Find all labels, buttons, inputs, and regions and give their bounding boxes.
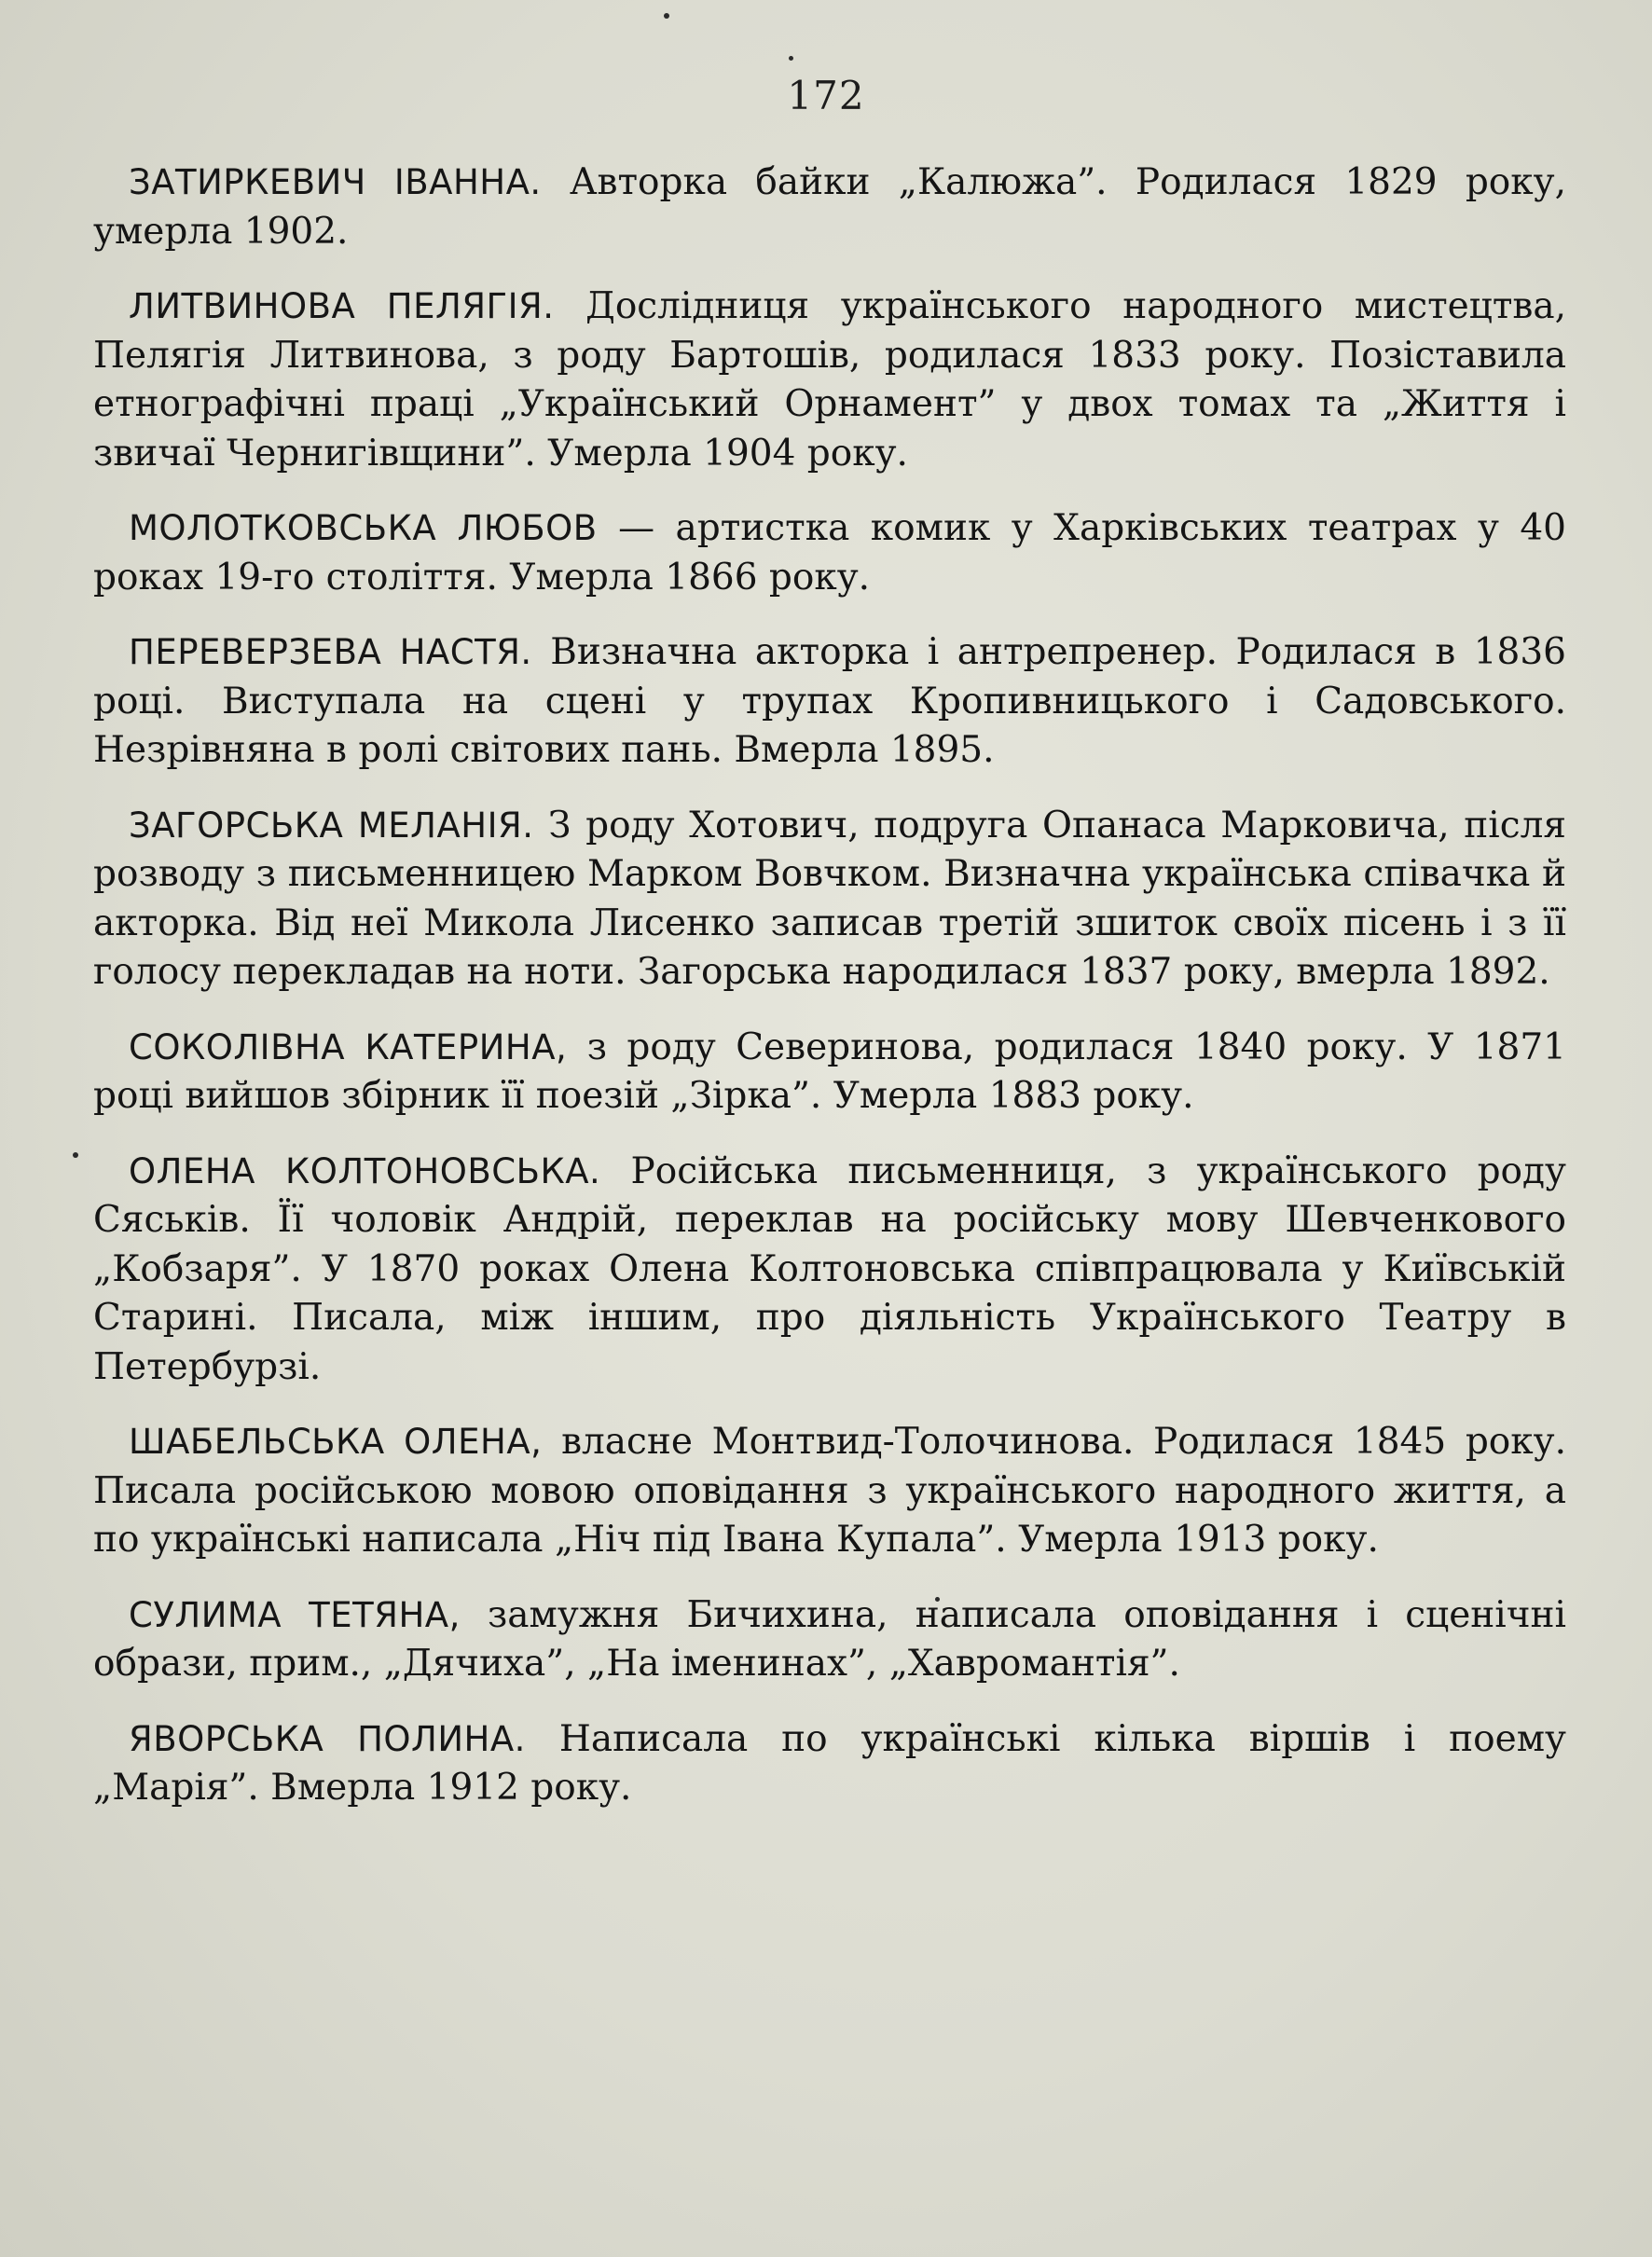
entry-sulyma: [93, 1591, 1566, 1689]
entry-lytvynova: [93, 282, 1566, 478]
entry-name: СУЛИМА ТЕТЯНА,: [129, 1594, 461, 1635]
page-number: 172: [787, 73, 865, 118]
entry-molotkovska: [93, 504, 1566, 602]
print-speck: [73, 1152, 78, 1158]
entry-shabelska: [93, 1418, 1566, 1565]
print-speck: [664, 13, 669, 19]
entry-name: ЗАТИРКЕВИЧ ІВАННА.: [129, 162, 542, 202]
entry-text: Авторка байки „Калюжа”. Родилася 1829 року, умерла 1902.: [93, 161, 1567, 253]
entry-name: ПЕРЕВЕРЗЕВА НАСТЯ.: [129, 632, 532, 672]
entry-text: Російська письменниця, з українського роду Сяськів. Її чоловік Андрій, переклав на російську мову Шевченкового „Кобзаря”. У 1870 роках Олена Колтоновська співпрацювала у Київській Старині. Писала, між іншим, про діяльність Українського Театру в Петербурзі.: [93, 1149, 1567, 1388]
entry-yavorska: [93, 1715, 1566, 1813]
entry-text: власне Монтвид-Толочинова. Родилася 1845 року. Писала російською мовою оповідання з українського народного життя, а по українські написала „Ніч під Івана Купала”. Умерла 1913 року.: [93, 1421, 1567, 1561]
entry-text: замужня Бичихина, написала оповідання і сценічні образи, прим., „Дячиха”, „На іменинах”, „Хавромантія”.: [93, 1593, 1566, 1685]
entry-name: СОКОЛІВНА КАТЕРИНА,: [129, 1026, 568, 1067]
entry-name: МОЛОТКОВСЬКА ЛЮБОВ: [129, 508, 598, 548]
entry-text: Визначна акторка і антрепренер. Родилася в 1836 році. Виступала на сцені у трупах Кропивницького і Садовського. Незрівняна в ролі світових пань. Вмерла 1895.: [93, 631, 1566, 771]
entry-koltonovska: [93, 1148, 1566, 1393]
entry-sokolivna: [93, 1024, 1566, 1122]
entry-zahorska: [93, 802, 1566, 998]
entry-zatyrkevych: [93, 158, 1566, 256]
entries-list: [93, 158, 1566, 1813]
entry-text: з роду Северинова, родилася 1840 року. У 1871 році вийшов збірник її поезій „Зірка”. Умерла 1883 року.: [93, 1025, 1566, 1117]
entry-name: ЛИТВИНОВА ПЕЛЯГІЯ.: [129, 286, 555, 326]
entry-text: — артистка комик у Харківських театрах у 40 роках 19-го століття. Умерла 1866 року.: [93, 507, 1566, 599]
entry-text: Дослідниця українського народного мистецтва, Пелягія Литвинова, з роду Бартошів, родилася 1833 року. Позіставила етнографічні праці „Український Орнамент” у двох томах та „Життя і звичаї Чернигівщини”. Умерла 1904 року.: [93, 285, 1566, 475]
print-speck: [789, 56, 793, 61]
entry-name: ЗАГОРСЬКА МЕЛАНІЯ.: [129, 805, 534, 846]
entry-text: З роду Хотович, подруга Опанаса Марковича, після розводу з письменницею Марком Вовчком. Визначна українська співачка й акторка. Від неї Микола Лисенко записав третій зшиток своїх пісень і з її голосу перекладав на ноти. Загорська народилася 1837 року, вмерла 1892.: [93, 804, 1566, 993]
entry-text: Написала по українські кілька віршів і поему „Марія”. Вмерла 1912 року.: [93, 1717, 1566, 1809]
entry-name: ОЛЕНА КОЛТОНОВСЬКА.: [129, 1150, 601, 1191]
entry-name: ШАБЕЛЬСЬКА ОЛЕНА,: [129, 1422, 543, 1462]
entry-name: ЯВОРСЬКА ПОЛИНА.: [129, 1718, 526, 1759]
entry-pereverzeva: [93, 628, 1566, 776]
